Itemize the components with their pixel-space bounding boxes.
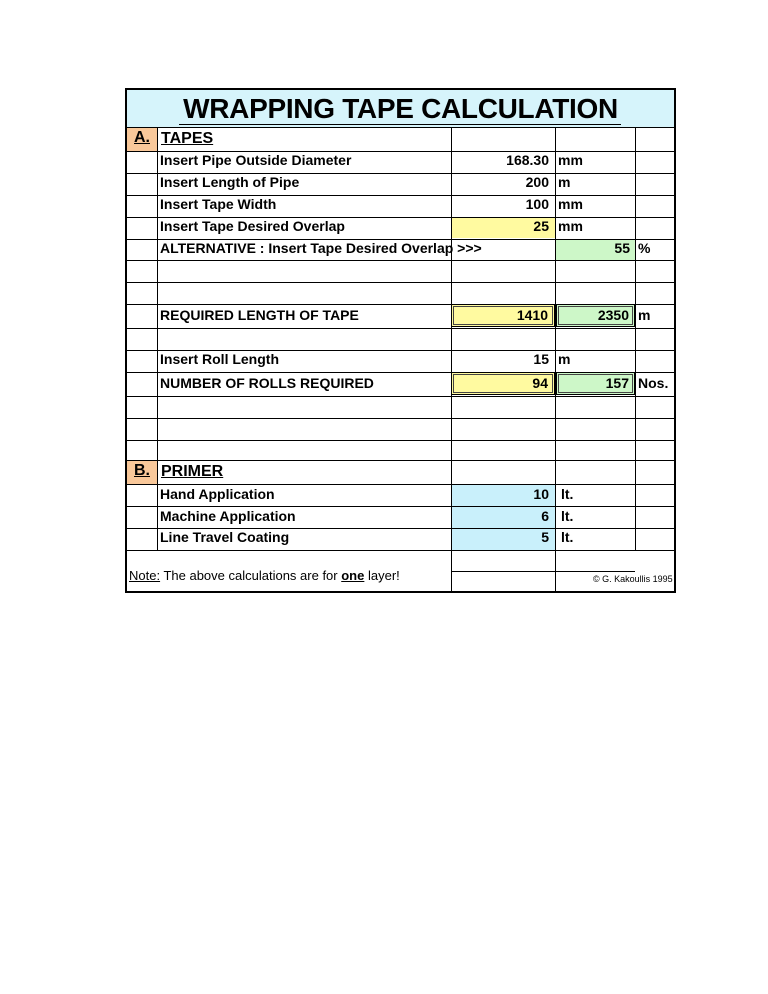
row-label: Insert Length of Pipe [160, 174, 300, 190]
row-value[interactable]: 25 [533, 218, 549, 234]
title-underline [179, 124, 621, 125]
roll-length-value[interactable]: 15 [533, 351, 549, 367]
note-text: The above calculations are for [160, 568, 342, 583]
alternative-unit: % [638, 240, 651, 256]
roll-length-unit: m [558, 351, 571, 367]
grid-hline [127, 304, 674, 305]
copyright: © G. Kakoullis 1995 [593, 574, 673, 584]
footnote [129, 568, 400, 584]
grid-hline [127, 282, 674, 283]
section-b-title: PRIMER [161, 463, 224, 480]
primer-label: Line Travel Coating [160, 529, 290, 545]
primer-value[interactable]: 10 [533, 486, 549, 502]
grid-hline [127, 328, 674, 329]
row-label: Insert Tape Desired Overlap [160, 218, 345, 234]
grid-hline [127, 550, 674, 551]
primer-unit: lt. [561, 529, 574, 545]
row-unit: mm [558, 152, 583, 168]
alternative-label: ALTERNATIVE : Insert Tape Desired Overlap >>> [160, 240, 482, 256]
grid-vline [635, 127, 636, 550]
grid-hline [127, 440, 674, 441]
row-label: Insert Pipe Outside Diameter [160, 152, 352, 168]
primer-value[interactable]: 5 [541, 529, 549, 545]
row-unit: mm [558, 218, 583, 234]
grid-hline [127, 460, 674, 461]
alternative-value[interactable]: 55 [614, 240, 630, 256]
primer-value[interactable]: 6 [541, 508, 549, 524]
grid-hline [127, 127, 674, 128]
row-unit: m [558, 174, 571, 190]
note-suffix: layer! [364, 568, 400, 583]
primer-label: Machine Application [160, 508, 296, 524]
grid-hline [127, 418, 674, 419]
primer-unit: lt. [561, 508, 574, 524]
rolls-required-label: NUMBER OF ROLLS REQUIRED [160, 375, 374, 391]
grid-vline [157, 127, 158, 550]
roll-length-label: Insert Roll Length [160, 351, 279, 367]
required-length-label: REQUIRED LENGTH OF TAPE [160, 307, 359, 323]
section-b-letter: B. [127, 460, 157, 484]
required-length-value-1: 1410 [516, 307, 548, 323]
section-a-letter: A. [127, 127, 157, 151]
grid-hline [127, 372, 674, 373]
page-title: WRAPPING TAPE CALCULATION [183, 93, 618, 124]
row-label: Insert Tape Width [160, 196, 277, 212]
grid-vline [555, 127, 556, 593]
rolls-required-unit: Nos. [638, 375, 669, 391]
rolls-required-value-1: 94 [532, 375, 548, 391]
primer-unit: lt. [561, 486, 574, 502]
required-length-unit: m [638, 307, 651, 323]
row-value[interactable]: 168.30 [506, 152, 549, 168]
row-unit: mm [558, 196, 583, 212]
primer-label: Hand Application [160, 486, 275, 502]
calculation-sheet [125, 88, 676, 593]
row-value[interactable]: 200 [525, 174, 549, 190]
note-emphasis: one [341, 568, 365, 583]
grid-hline [127, 260, 674, 261]
row-value[interactable]: 100 [525, 196, 549, 212]
rolls-required-value-2: 157 [605, 375, 629, 391]
section-a-title: TAPES [161, 130, 214, 147]
grid-hline [127, 396, 674, 397]
required-length-value-2: 2350 [597, 307, 629, 323]
grid-hline [451, 571, 635, 572]
note-prefix: Note: [129, 568, 161, 583]
